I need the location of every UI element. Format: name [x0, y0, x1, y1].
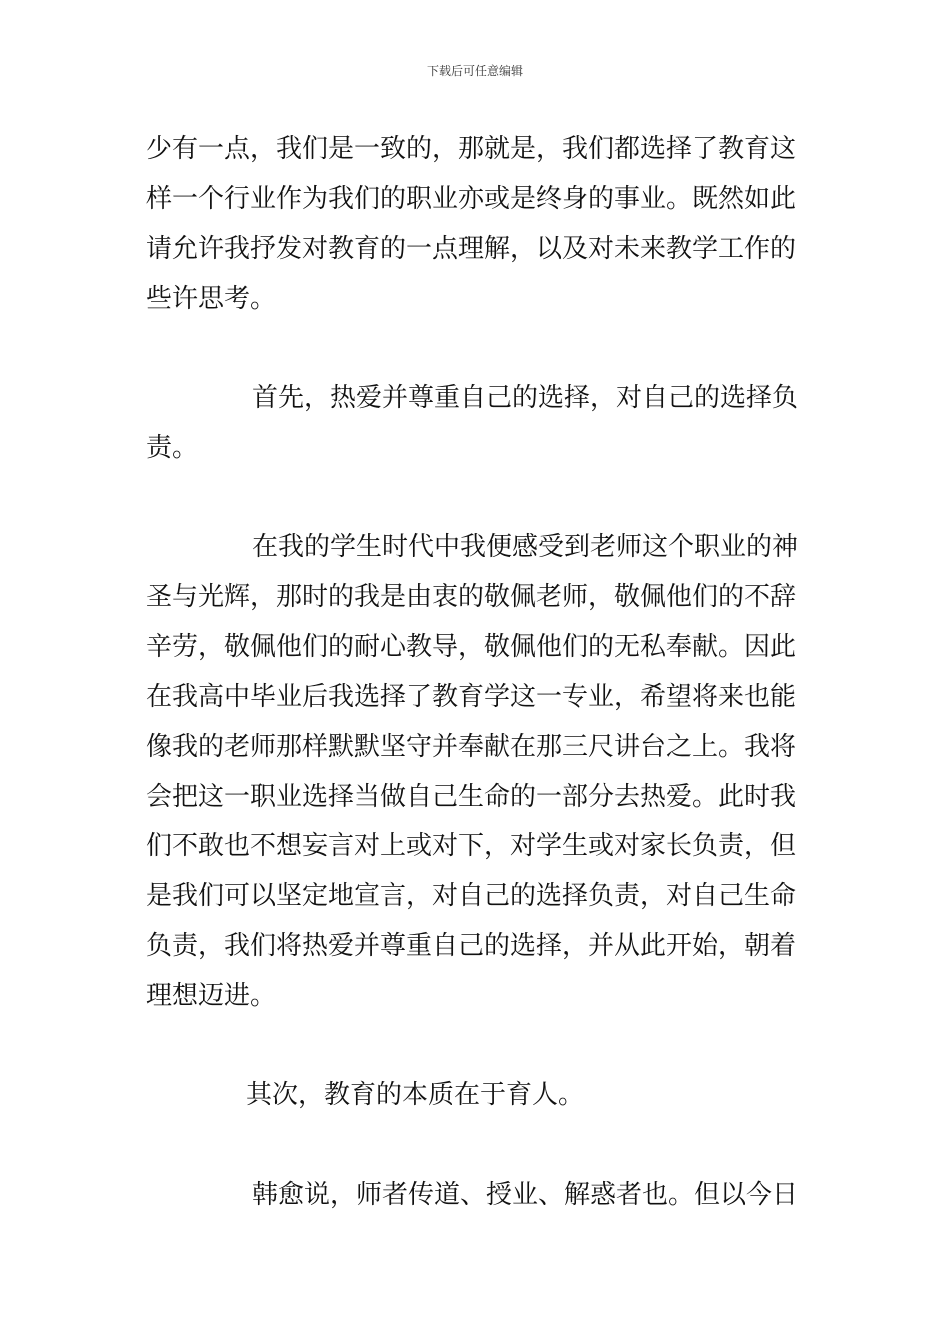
text-line: 是我们可以坚定地宣言，对自己的选择负责，对自己生命	[146, 881, 797, 911]
text-line: 首先，热爱并尊重自己的选择，对自己的选择负	[252, 383, 799, 413]
text-line: 在我高中毕业后我选择了教育学这一专业，希望将来也能	[146, 682, 797, 712]
text-line: 们不敢也不想妄言对上或对下，对学生或对家长负责，但	[146, 831, 797, 861]
text-line: 韩愈说，师者传道、授业、解惑者也。但以今日	[252, 1180, 799, 1210]
section-heading: 其次，教育的本质在于育人。	[246, 1080, 585, 1110]
text-line: 圣与光辉，那时的我是由衷的敬佩老师，敬佩他们的不辞	[146, 582, 797, 612]
text-line: 些许思考。	[146, 284, 277, 314]
text-line: 会把这一职业选择当做自己生命的一部分去热爱。此时我	[146, 782, 797, 812]
text-line: 辛劳，敬佩他们的耐心教导，敬佩他们的无私奉献。因此	[146, 632, 797, 662]
text-line: 理想迈进。	[146, 981, 277, 1011]
text-line: 责。	[146, 433, 199, 463]
text-line: 请允许我抒发对教育的一点理解，以及对未来教学工作的	[146, 234, 797, 264]
text-line: 少有一点，我们是一致的，那就是，我们都选择了教育这	[146, 134, 797, 164]
text-line: 样一个行业作为我们的职业亦或是终身的事业。既然如此	[146, 184, 797, 214]
text-line: 像我的老师那样默默坚守并奉献在那三尺讲台之上。我将	[146, 732, 797, 762]
text-line: 负责，我们将热爱并尊重自己的选择，并从此开始，朝着	[146, 931, 797, 961]
page-header: 下载后可任意编辑	[426, 64, 523, 78]
text-line: 在我的学生时代中我便感受到老师这个职业的神	[252, 532, 799, 562]
